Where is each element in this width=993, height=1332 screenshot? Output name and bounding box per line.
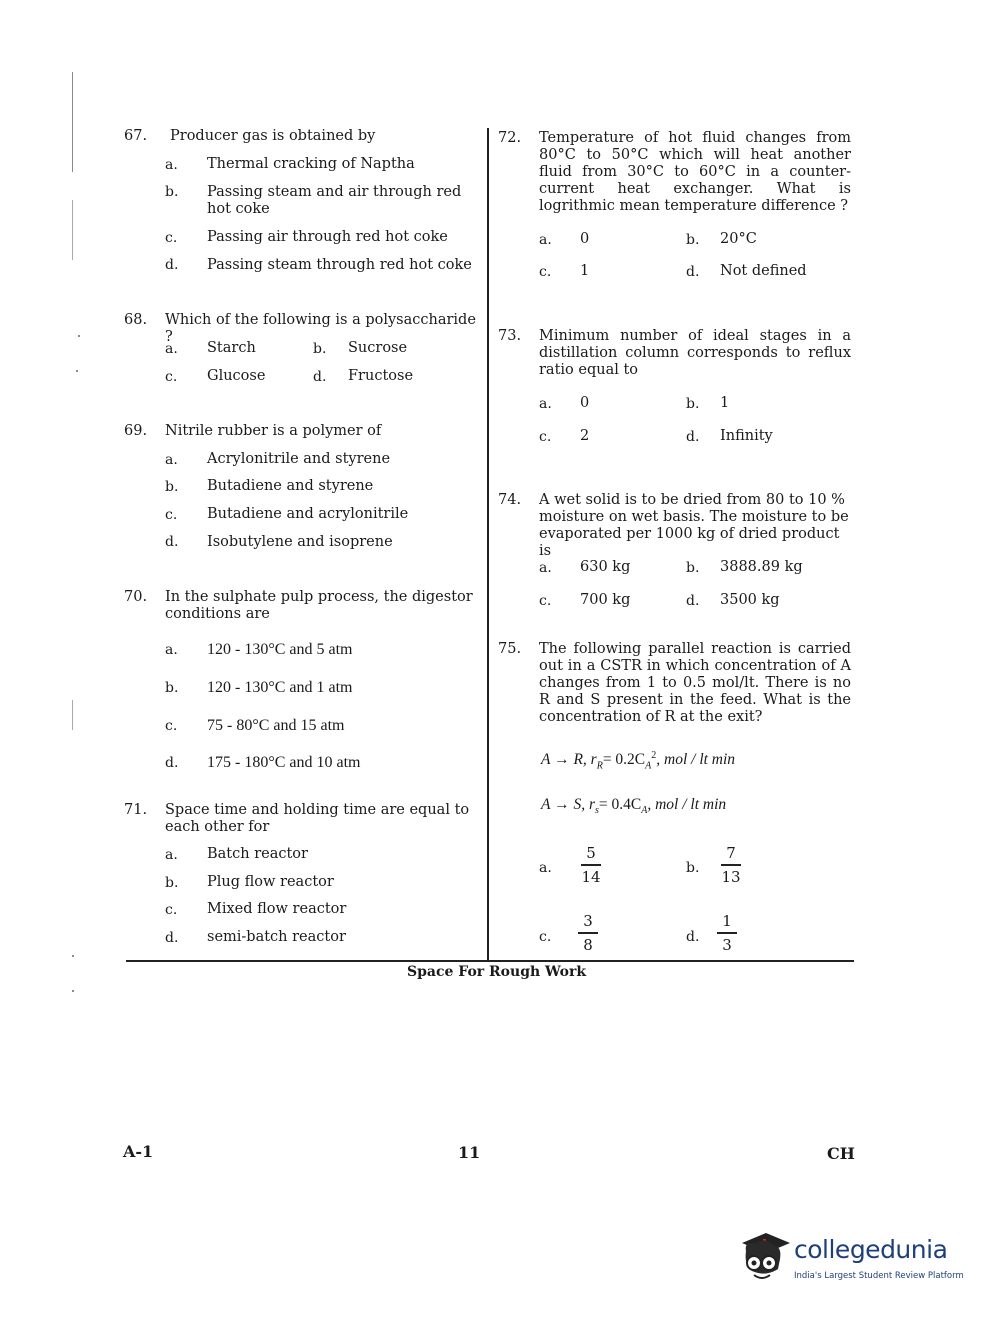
option-label: d. xyxy=(165,930,179,946)
option-text: 0 xyxy=(580,395,590,411)
option-label: d. xyxy=(165,755,179,771)
option-text: 700 kg xyxy=(580,592,631,608)
option-text: Passing steam through red hot coke xyxy=(207,257,472,273)
question-text: Minimum number of ideal stages in a distillation column corresponds to reflux ratio equal to xyxy=(539,328,851,378)
reaction-equation-2 xyxy=(541,796,726,816)
option-text: Acrylonitrile and styrene xyxy=(207,451,391,467)
option-text: 3888.89 kg xyxy=(720,559,803,575)
option-label: c. xyxy=(165,507,178,523)
question-text: Which of the following is a polysaccharide ? xyxy=(165,312,476,345)
fraction-denominator: 3 xyxy=(722,935,732,954)
option-text: Infinity xyxy=(720,428,773,444)
footer-code-right: CH xyxy=(827,1144,855,1163)
eq-power: 2 xyxy=(651,750,657,761)
option-label: a. xyxy=(165,341,178,357)
question-number: 72. xyxy=(498,130,522,146)
option-label: a. xyxy=(165,157,178,173)
eq-lhs: A → S, xyxy=(541,796,586,813)
question-number: 71. xyxy=(124,802,148,818)
question-text: The following parallel reaction is carried out in a CSTR in which concentration of A changes from 1 to 0.5 mol/lt. There is no R and S present in the feed. What is the concentration of R at the exit? xyxy=(539,641,851,725)
margin-dot xyxy=(78,335,80,337)
option-label: a. xyxy=(539,560,552,576)
watermark-logo xyxy=(736,1225,966,1287)
eq-rate-sub: s xyxy=(595,805,599,817)
option-text: Butadiene and acrylonitrile xyxy=(207,506,409,522)
question-text: Space time and holding time are equal to each other for xyxy=(165,802,470,835)
option-label: b. xyxy=(686,860,700,876)
option-label: c. xyxy=(165,902,178,918)
option-label: b. xyxy=(313,341,327,357)
option-text: Starch xyxy=(207,340,256,356)
option-label: b. xyxy=(165,875,179,891)
option-label: a. xyxy=(165,452,178,468)
option-text: Batch reactor xyxy=(207,846,308,862)
option-text: Plug flow reactor xyxy=(207,874,334,890)
option-text: Sucrose xyxy=(348,340,408,356)
page-number: 11 xyxy=(458,1143,481,1162)
fraction-denominator: 8 xyxy=(583,935,593,954)
fraction-bar xyxy=(717,932,737,934)
fraction-numerator: 1 xyxy=(722,912,732,930)
option-label: b. xyxy=(686,232,700,248)
option-label: a. xyxy=(165,847,178,863)
margin-line xyxy=(72,72,73,172)
fraction-denominator: 13 xyxy=(721,867,741,886)
option-label: a. xyxy=(539,232,552,248)
option-label: c. xyxy=(539,593,552,609)
option-label: a. xyxy=(165,642,178,658)
option-label: b. xyxy=(165,184,179,200)
option-label: b. xyxy=(686,560,700,576)
option-text: Passing air through red hot coke xyxy=(207,229,448,245)
option-label: c. xyxy=(165,230,178,246)
option-label: d. xyxy=(686,593,700,609)
option-label: d. xyxy=(165,534,179,550)
option-text: 2 xyxy=(580,428,590,444)
option-label: b. xyxy=(686,396,700,412)
question-number: 69. xyxy=(124,423,148,439)
option-label: a. xyxy=(539,860,552,876)
margin-line xyxy=(72,200,73,260)
eq-unit: , mol / lt min xyxy=(647,796,727,813)
option-label: c. xyxy=(539,429,552,445)
option-text: 1 xyxy=(580,263,590,279)
reaction-equation-1 xyxy=(541,750,735,771)
option-text: Mixed flow reactor xyxy=(207,901,347,917)
fraction-numerator: 3 xyxy=(583,912,593,930)
option-label: b. xyxy=(165,479,179,495)
option-text: Passing steam and air through red hot coke xyxy=(207,184,462,217)
margin-line xyxy=(72,700,73,730)
eq-rhs: = 0.4C xyxy=(598,796,642,813)
fraction-numerator: 5 xyxy=(586,844,596,862)
option-fraction xyxy=(576,912,600,954)
question-number: 74. xyxy=(498,492,522,508)
option-fraction xyxy=(719,844,743,886)
eq-lhs: A → R, xyxy=(541,751,587,769)
option-text: 3500 kg xyxy=(720,592,780,608)
margin-dot xyxy=(76,370,78,372)
fraction-denominator: 14 xyxy=(581,867,601,886)
eq-conc-sub: A xyxy=(641,805,648,817)
option-fraction xyxy=(715,912,739,954)
fraction-bar xyxy=(721,864,741,866)
eq-unit: , mol / lt min xyxy=(656,751,736,769)
question-text: A wet solid is to be dried from 80 to 10 % moisture on wet basis. The moisture to be evaporated per 1000 kg of dried product is xyxy=(539,492,849,559)
option-text: 175 - 180°C and 10 atm xyxy=(207,754,361,771)
bottom-rule xyxy=(126,960,854,962)
question-number: 70. xyxy=(124,589,148,605)
question-number: 75. xyxy=(498,641,522,657)
fraction-numerator: 7 xyxy=(726,844,736,862)
question-number: 67. xyxy=(124,128,148,144)
margin-dot xyxy=(72,955,74,957)
option-label: d. xyxy=(165,257,179,273)
fraction-bar xyxy=(581,864,601,866)
brand-name: collegedunia xyxy=(794,1235,948,1264)
eq-rate-sub: R xyxy=(596,760,603,772)
option-text: 630 kg xyxy=(580,559,631,575)
brand-tagline: India's Largest Student Review Platform xyxy=(794,1271,964,1281)
eq-rate-symbol: r xyxy=(590,751,597,769)
option-text: 120 - 130°C and 1 atm xyxy=(207,679,353,696)
eq-rate-symbol: r xyxy=(588,796,595,813)
option-text: 1 xyxy=(720,395,730,411)
fraction-bar xyxy=(578,932,598,934)
option-text: semi-batch reactor xyxy=(207,929,346,945)
option-text: Fructose xyxy=(348,368,414,384)
question-number: 73. xyxy=(498,328,522,344)
option-text: Butadiene and styrene xyxy=(207,478,374,494)
margin-dot xyxy=(72,990,74,992)
option-label: a. xyxy=(539,396,552,412)
option-label: c. xyxy=(539,929,552,945)
eq-conc-sub: A xyxy=(645,760,652,772)
option-text: Isobutylene and isoprene xyxy=(207,534,393,550)
eq-rhs: = 0.2C xyxy=(602,751,646,769)
graduate-mascot-icon xyxy=(736,1225,792,1285)
option-fraction xyxy=(579,844,603,886)
option-label: b. xyxy=(165,680,179,696)
footer-code-left: A-1 xyxy=(123,1142,154,1161)
question-text: Nitrile rubber is a polymer of xyxy=(165,423,382,439)
question-text: Temperature of hot fluid changes from 80°C to 50°C which will heat another fluid from 30°C to 60°C in a counter-current heat exchanger. What is logrithmic mean temperature difference ? xyxy=(539,130,851,214)
question-text: Producer gas is obtained by xyxy=(170,128,376,144)
option-label: d. xyxy=(686,264,700,280)
option-text: 120 - 130°C and 5 atm xyxy=(207,641,353,658)
option-text: 0 xyxy=(580,231,590,247)
option-label: c. xyxy=(165,718,178,734)
column-divider xyxy=(487,128,489,960)
question-text: In the sulphate pulp process, the digestor conditions are xyxy=(165,589,473,622)
option-text: Thermal cracking of Naptha xyxy=(207,156,415,172)
option-label: d. xyxy=(686,429,700,445)
option-text: Glucose xyxy=(207,368,266,384)
option-label: c. xyxy=(539,264,552,280)
option-text: 75 - 80°C and 15 atm xyxy=(207,717,345,734)
option-text: 20°C xyxy=(720,231,757,247)
option-label: c. xyxy=(165,369,178,385)
question-number: 68. xyxy=(124,312,148,328)
rough-work-label: Space For Rough Work xyxy=(407,964,587,980)
option-label: d. xyxy=(313,369,327,385)
option-label: d. xyxy=(686,929,700,945)
option-text: Not defined xyxy=(720,263,807,279)
